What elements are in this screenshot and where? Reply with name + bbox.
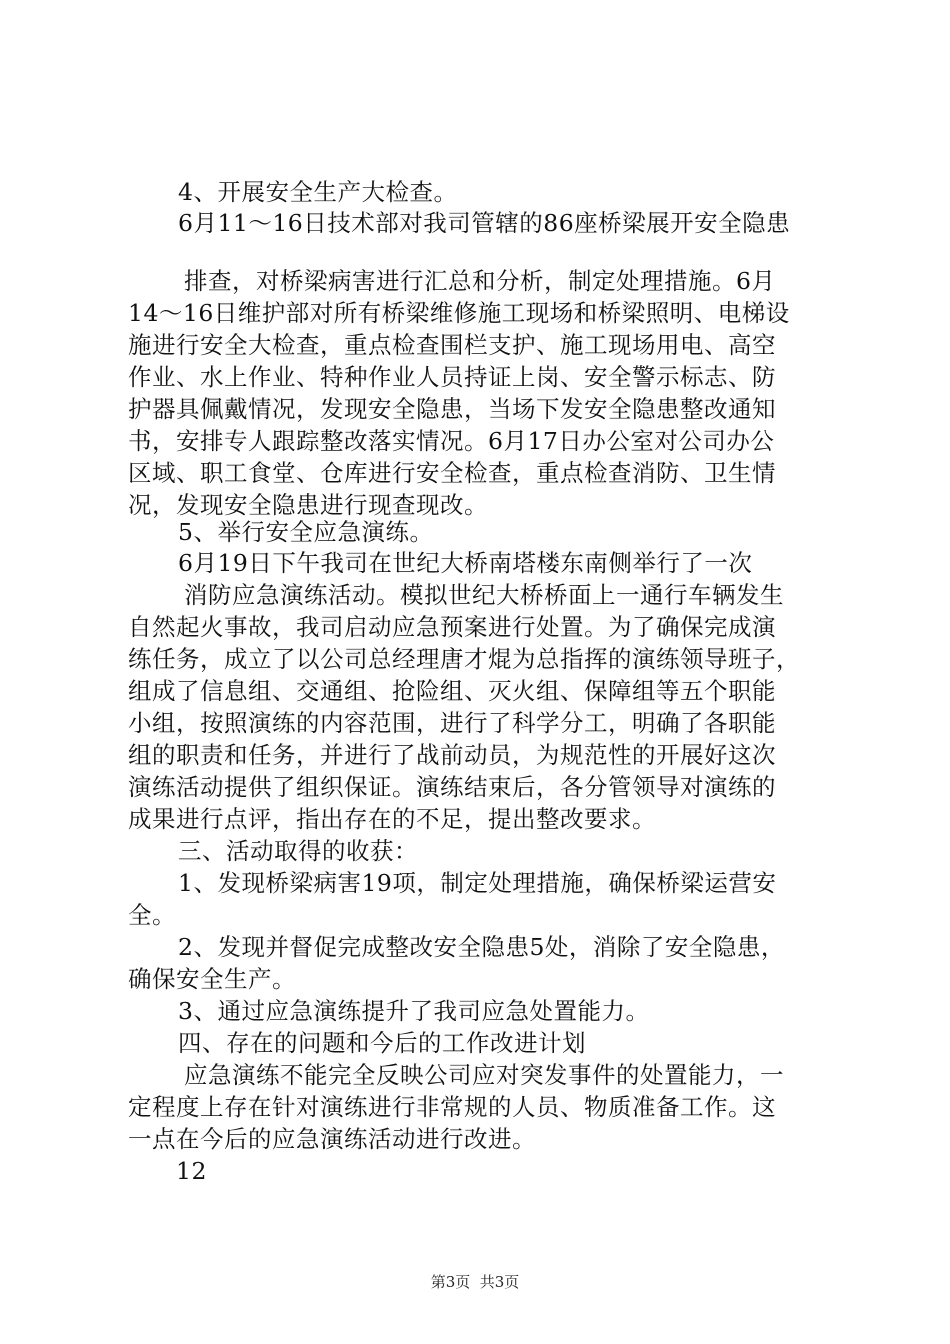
- text-line: 作业、水上作业、特种作业人员持证上岗、安全警示标志、防: [128, 363, 776, 391]
- section-heading: 三、活动取得的收获：: [178, 837, 418, 865]
- text-line: 组的职责和任务，并进行了战前动员，为规范性的开展好这次: [128, 741, 776, 769]
- text-line: 14～16日维护部对所有桥梁维修施工现场和桥梁照明、电梯设: [128, 299, 790, 327]
- text-line: 12: [176, 1157, 207, 1185]
- text-line: 施进行安全大检查，重点检查围栏支护、施工现场用电、高空: [128, 331, 776, 359]
- text-line: 应急演练不能完全反映公司应对突发事件的处置能力，一: [184, 1061, 784, 1089]
- text-line: 6月19日下午我司在世纪大桥南塔楼东南侧举行了一次: [178, 549, 753, 577]
- text-line: 定程度上存在针对演练进行非常规的人员、物质准备工作。这: [128, 1093, 776, 1121]
- text-line: 练任务，成立了以公司总经理唐才焜为总指挥的演练领导班子，: [128, 645, 800, 673]
- text-line: 全。: [128, 901, 176, 929]
- page-footer: 第3页 共3页: [430, 1273, 520, 1291]
- text-line: 6月11～16日技术部对我司管辖的86座桥梁展开安全隐患: [178, 209, 791, 237]
- text-line: 3、通过应急演练提升了我司应急处置能力。: [178, 997, 650, 1025]
- text-line: 护器具佩戴情况，发现安全隐患，当场下发安全隐患整改通知: [128, 395, 776, 423]
- text-line: 2、发现并督促完成整改安全隐患5处，消除了安全隐患，: [178, 933, 785, 961]
- text-line: 小组，按照演练的内容范围，进行了科学分工，明确了各职能: [128, 709, 776, 737]
- text-line: 一点在今后的应急演练活动进行改进。: [128, 1125, 536, 1153]
- text-line: 5、举行安全应急演练。: [178, 518, 434, 546]
- text-line: 演练活动提供了组织保证。演练结束后，各分管领导对演练的: [128, 773, 776, 801]
- text-line: 书，安排专人跟踪整改落实情况。6月17日办公室对公司办公: [128, 427, 775, 455]
- text-line: 排查，对桥梁病害进行汇总和分析，制定处理措施。6月: [184, 267, 776, 295]
- text-line: 区域、职工食堂、仓库进行安全检查，重点检查消防、卫生情: [128, 459, 776, 487]
- text-line: 消防应急演练活动。模拟世纪大桥桥面上一通行车辆发生: [184, 581, 784, 609]
- text-line: 确保安全生产。: [128, 965, 296, 993]
- section-heading: 四、存在的问题和今后的工作改进计划: [178, 1029, 586, 1057]
- text-line: 1、发现桥梁病害19项，制定处理措施，确保桥梁运营安: [178, 869, 777, 897]
- text-line: 4、开展安全生产大检查。: [178, 178, 458, 206]
- text-line: 成果进行点评，指出存在的不足，提出整改要求。: [128, 805, 656, 833]
- text-line: 自然起火事故，我司启动应急预案进行处置。为了确保完成演: [128, 613, 776, 641]
- text-line: 组成了信息组、交通组、抢险组、灭火组、保障组等五个职能: [128, 677, 776, 705]
- text-line: 况，发现安全隐患进行现查现改。: [128, 491, 488, 519]
